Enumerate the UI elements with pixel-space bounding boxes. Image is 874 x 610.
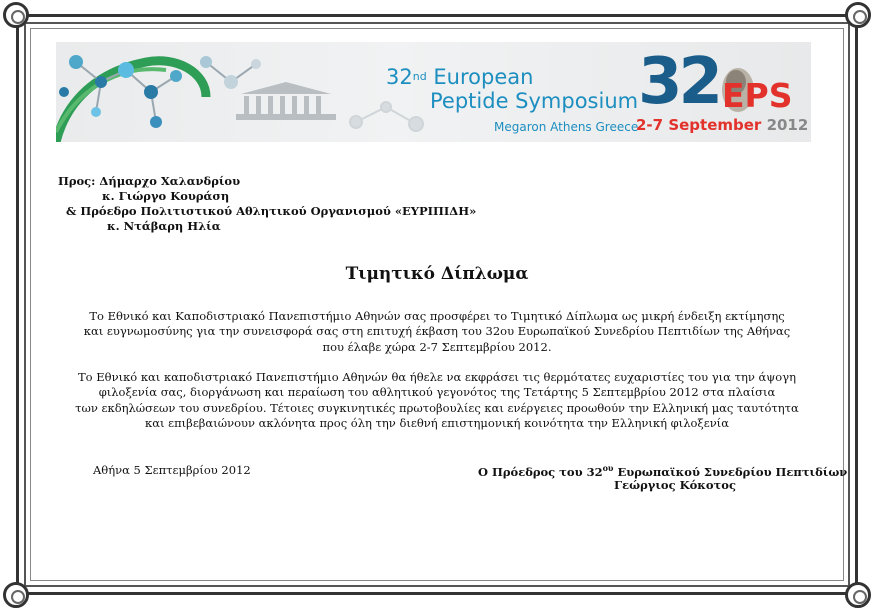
logo-year: 2012	[766, 116, 809, 134]
symposium-banner	[56, 42, 811, 142]
paragraph-line: των εκδηλώσεων του συνεδρίου. Τέτοιες συγκινητικές πρωτοβουλίες και ενέργειες προωθούν την Ελληνική μας ταυτότητα	[75, 400, 799, 415]
paragraph-2	[56, 370, 818, 431]
corner-ornament-icon	[3, 2, 29, 28]
logo-dates	[636, 116, 808, 134]
corner-ornament-icon	[3, 582, 29, 608]
venue-subtitle: Megaron Athens Greece	[494, 120, 639, 134]
paragraph-line: που έλαβε χώρα 2-7 Σεπτεμβρίου 2012.	[322, 339, 552, 354]
signature-name: Γεώργιος Κόκοτος	[614, 478, 736, 492]
place-and-date: Αθήνα 5 Σεπτεμβρίου 2012	[93, 463, 251, 477]
signature-title-post: Ευρωπαϊκού Συνεδρίου Πεπτιδίων	[613, 464, 848, 479]
address-line-1: Προς: Δήμαρχο Χαλανδρίου	[58, 174, 241, 188]
title-line-1: European	[433, 65, 534, 89]
paragraph-line: Το Εθνικό και Καποδιστριακό Πανεπιστήμιο Αθηνών σας προσφέρει το Τιμητικό Δίπλωμα ως μικρή ένδειξη εκτίμησης	[89, 309, 785, 323]
corner-ornament-icon	[845, 582, 871, 608]
paragraph-line: και επιβεβαιώνουν ακλόνητα προς όλη την διεθνή επιστημονική κοινότητα την Ελληνική φιλοξενία	[145, 415, 729, 430]
title-line-2: Peptide Symposium	[430, 89, 639, 113]
address-line-4: κ. Ντάβαρη Ηλία	[107, 219, 221, 233]
paragraph-line: Το Εθνικό και καποδιστριακό Πανεπιστήμιο Αθηνών θα ήθελε να εκφράσει τις θερμότατες ευχαριστίες του για την άψογη	[78, 370, 796, 384]
address-line-2: κ. Γιώργο Κουράση	[102, 189, 230, 203]
corner-ornament-icon	[845, 2, 871, 28]
symposium-title	[386, 65, 638, 113]
logo-dates-text: 2-7 September	[636, 116, 762, 134]
address-line-3: & Πρόεδρο Πολιτιστικού Αθλητικού Οργανισμού «ΕΥΡΙΠΙΔΗ»	[66, 204, 477, 218]
title-ordinal: nd	[412, 70, 427, 83]
logo-number: 32	[638, 45, 720, 119]
signature-title-sup: ου	[602, 463, 614, 473]
document-title: Τιμητικό Δίπλωμα	[345, 264, 529, 284]
paragraph-line: και ευγνωμοσύνης για την συνεισφορά σας στη επιτυχή έκβαση του 32ου Ευρωπαϊκού Συνεδρίου Πεπτιδίων της Αθήνας	[83, 324, 791, 339]
paragraph-line: φιλοξενία σας, διοργάνωση και περαίωση του αθλητικού γεγονότος της Τετάρτης 5 Σεπτεμβρίου 2012 στα πλαίσια	[98, 385, 776, 400]
signature-title-pre: Ο Πρόεδρος του 32	[478, 464, 603, 479]
logo-letters: EPS	[722, 76, 793, 115]
title-number: 32	[386, 65, 413, 89]
paragraph-1	[56, 309, 818, 355]
signature-title	[478, 463, 847, 479]
